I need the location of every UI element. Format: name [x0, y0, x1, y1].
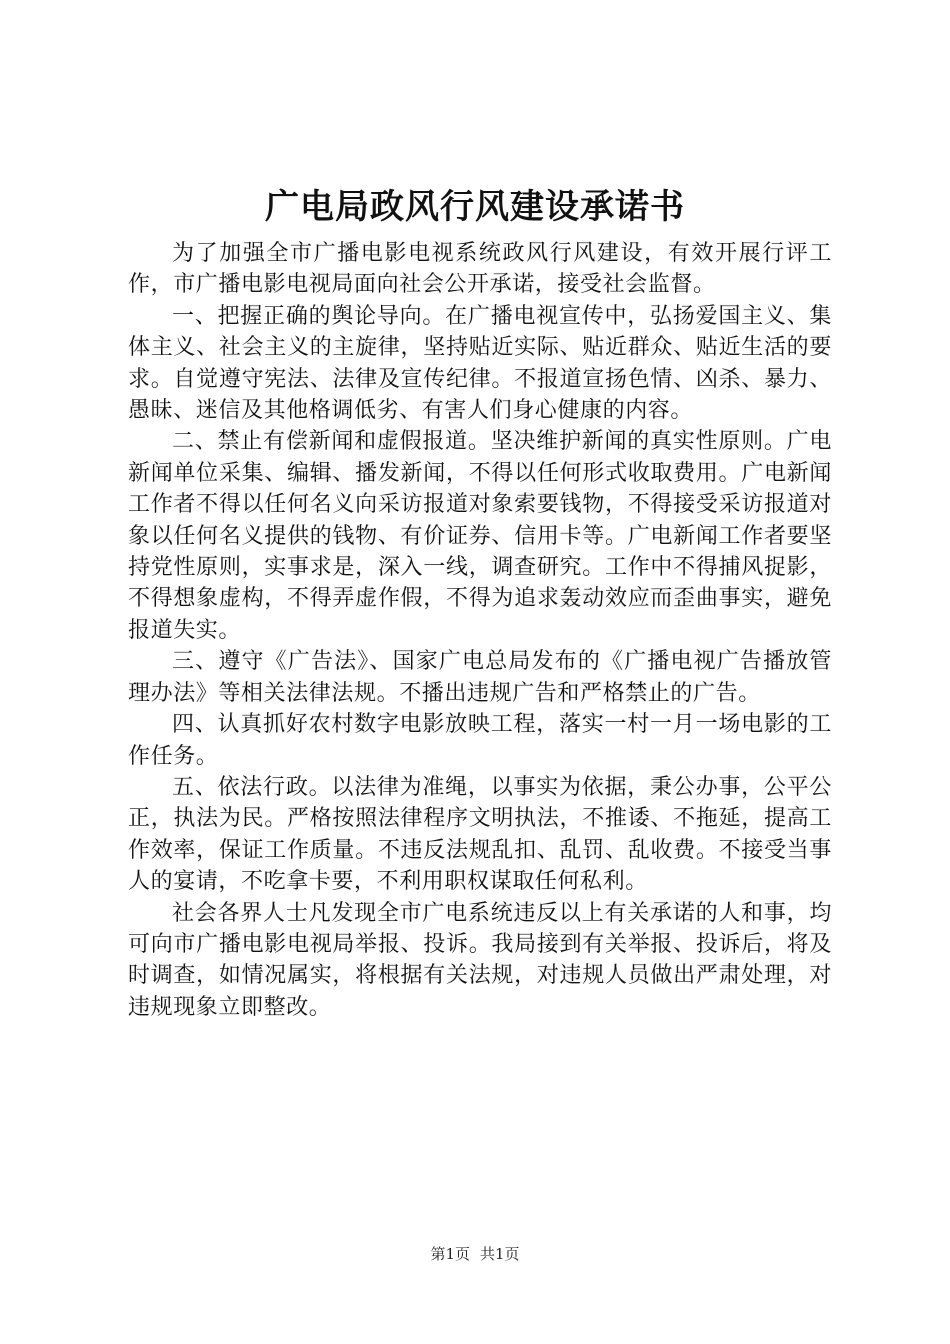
paragraph-item-3: 三、遵守《广告法》、国家广电总局发布的《广播电视广告播放管理办法》等相关法律法规。不播出违规广告和严格禁止的广告。 — [128, 649, 832, 706]
paragraph-item-4: 四、认真抓好农村数字电影放映工程，落实一村一月一场电影的工作任务。 — [128, 712, 832, 769]
paragraph-closing: 社会各界人士凡发现全市广电系统违反以上有关承诺的人和事，均可向市广播电影电视局举报、投诉。我局接到有关举报、投诉后，将及时调查，如情况属实，将根据有关法规，对违规人员做出严肃处理，对违规现象立即整改。 — [128, 900, 832, 1020]
page-number: 第1页 — [430, 1245, 470, 1263]
page-total: 共1页 — [480, 1245, 520, 1263]
paragraph-item-2: 二、禁止有偿新闻和虚假报道。坚决维护新闻的真实性原则。广电新闻单位采集、编辑、播发新闻，不得以任何形式收取费用。广电新闻工作者不得以任何名义向采访报道对象索要钱物，不得接受采访报道对象以任何名义提供的钱物、有价证券、信用卡等。广电新闻工作者要坚持党性原则，实事求是，深入一线，调查研究。工作中不得捕风捉影，不得想象虚构，不得弄虚作假，不得为追求轰动效应而歪曲事实，避免报道失实。 — [128, 429, 832, 643]
paragraph-item-1: 一、把握正确的舆论导向。在广播电视宣传中，弘扬爱国主义、集体主义、社会主义的主旋律，坚持贴近实际、贴近群众、贴近生活的要求。自觉遵守宪法、法律及宣传纪律。不报道宣扬色情、凶杀、暴力、愚昧、迷信及其他格调低劣、有害人们身心健康的内容。 — [128, 303, 832, 424]
paragraph-item-5: 五、依法行政。以法律为准绳，以事实为依据，秉公办事，公平公正，执法为民。严格按照法律程序文明执法，不推诿、不拖延，提高工作效率，保证工作质量。不违反法规乱扣、乱罚、乱收费。不接受当事人的宴请，不吃拿卡要，不利用职权谋取任何私利。 — [128, 774, 832, 895]
document-title: 广电局政风行风建设承诺书 — [265, 187, 685, 227]
paragraph-intro: 为了加强全市广播电影电视系统政风行风建设，有效开展行评工作，市广播电影电视局面向社会公开承诺，接受社会监督。 — [128, 241, 832, 298]
document-body — [128, 238, 832, 1023]
page-footer — [0, 1244, 950, 1264]
